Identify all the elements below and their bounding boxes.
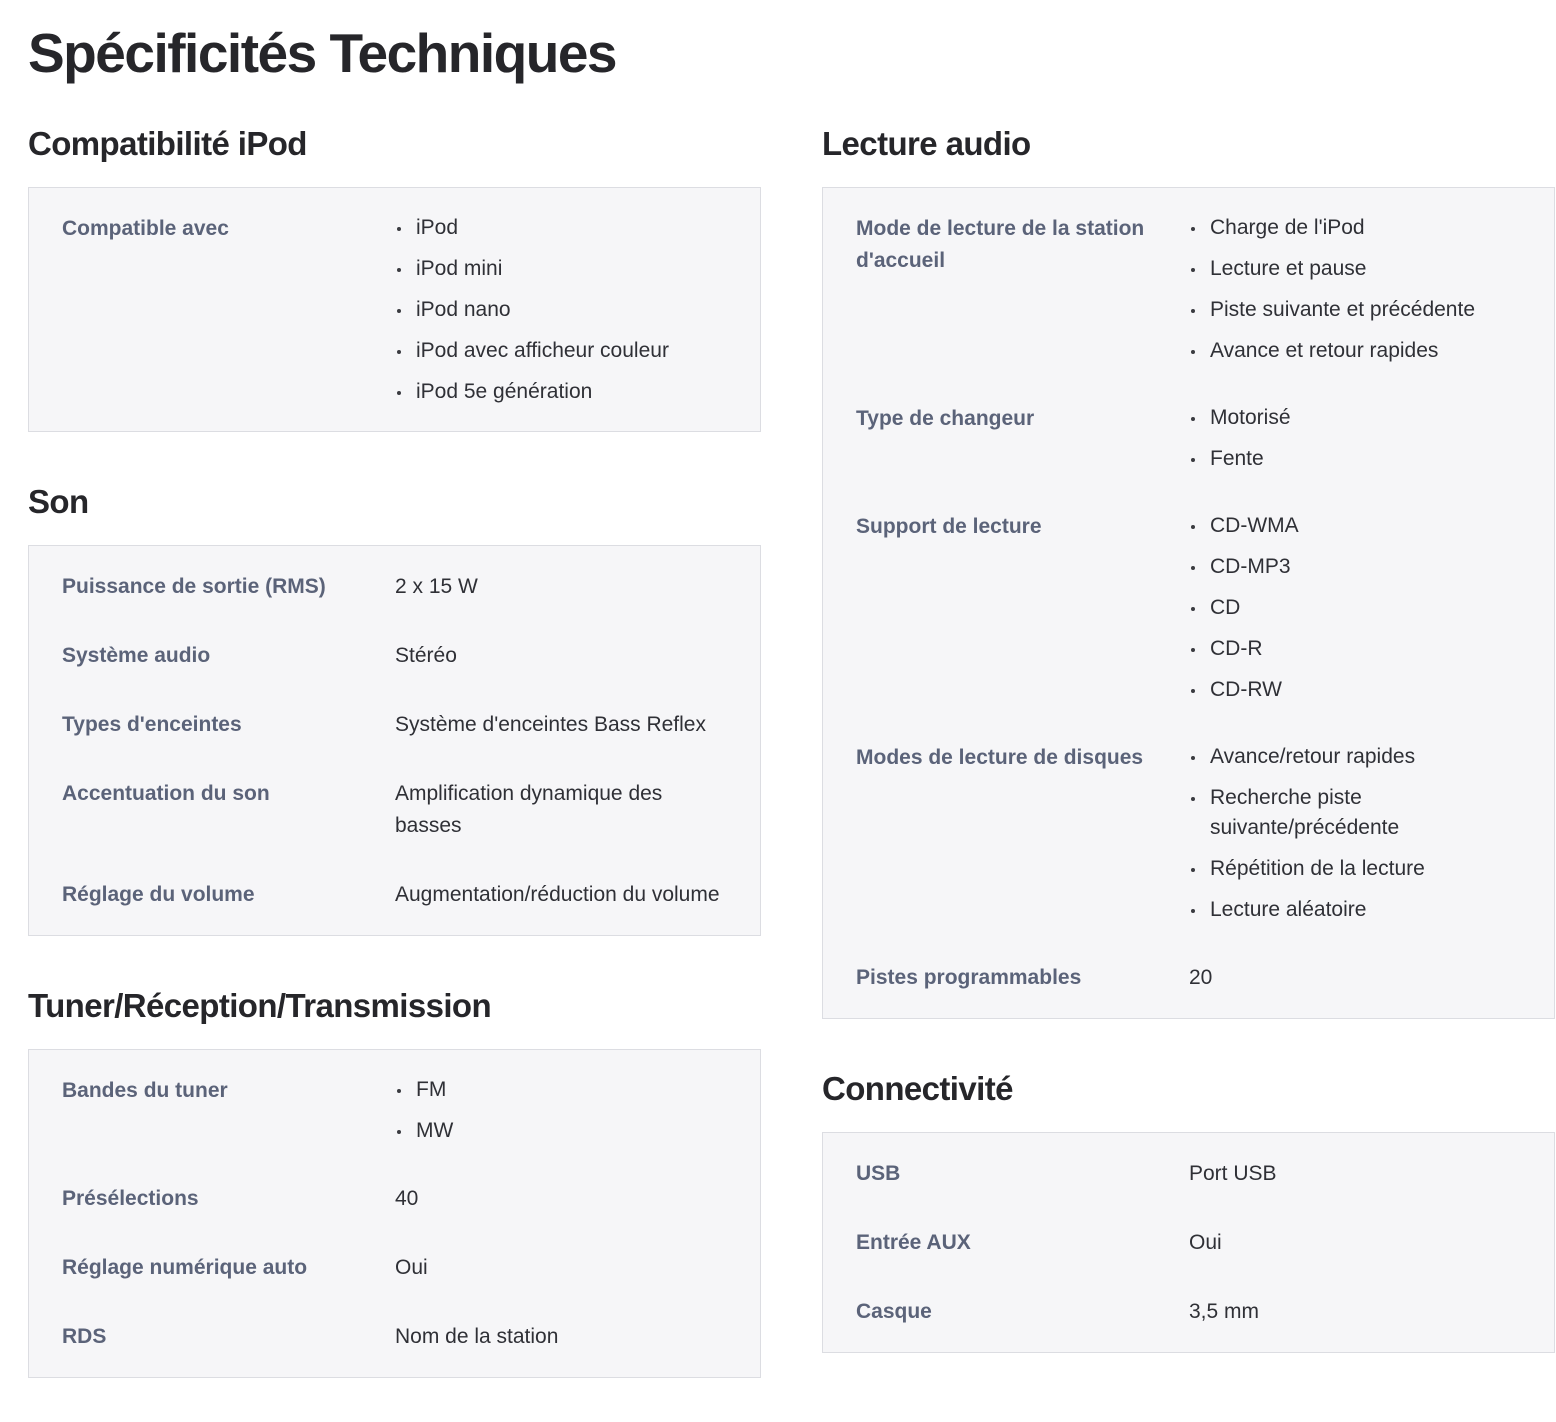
section-title: Son xyxy=(28,483,89,520)
spec-value-list-container xyxy=(1189,396,1521,474)
list-item: CD-WMA xyxy=(1189,511,1521,541)
spec-value: Port USB xyxy=(1189,1162,1277,1185)
spec-label: Système audio xyxy=(62,644,211,667)
spec-row-mode-de-lecture-de-la-station-d-accueil xyxy=(823,206,1554,366)
spec-section-ipod xyxy=(28,118,761,432)
spec-value: Nom de la station xyxy=(395,1325,559,1348)
spec-label: Type de changeur xyxy=(856,407,1035,430)
left-column xyxy=(28,118,761,1422)
spec-row-preselections xyxy=(29,1176,760,1215)
spec-row-type-de-changeur xyxy=(823,396,1554,474)
spec-value-list-container xyxy=(395,206,727,407)
section-title: Compatibilité iPod xyxy=(28,125,307,162)
spec-value: Oui xyxy=(395,1256,428,1279)
spec-row-pistes-programmables xyxy=(823,955,1554,994)
spec-label: Casque xyxy=(856,1300,932,1323)
spec-value-list xyxy=(395,213,727,407)
spec-row-usb xyxy=(823,1151,1554,1190)
spec-row-types-d-enceintes xyxy=(29,702,760,741)
spec-label: Présélections xyxy=(62,1187,199,1210)
spec-value: 3,5 mm xyxy=(1189,1300,1260,1323)
list-item: Avance/retour rapides xyxy=(1189,742,1521,772)
spec-card xyxy=(28,545,761,936)
spec-value: Oui xyxy=(1189,1231,1222,1254)
list-item: Fente xyxy=(1189,444,1521,474)
spec-card xyxy=(28,1049,761,1378)
spec-value-list xyxy=(1189,511,1521,705)
spec-value: 20 xyxy=(1189,966,1213,989)
list-item: MW xyxy=(395,1116,727,1146)
spec-row-puissance-de-sortie-rms xyxy=(29,564,760,603)
spec-row-reglage-numerique-auto xyxy=(29,1245,760,1284)
list-item: Motorisé xyxy=(1189,403,1521,433)
spec-label: Bandes du tuner xyxy=(62,1079,228,1102)
spec-value: 40 xyxy=(395,1187,419,1210)
list-item: Lecture et pause xyxy=(1189,254,1521,284)
spec-value: Stéréo xyxy=(395,644,457,667)
spec-value-list-container xyxy=(1189,735,1521,925)
list-item: iPod avec afficheur couleur xyxy=(395,336,727,366)
section-title: Connectivité xyxy=(822,1070,1013,1107)
spec-label: Types d'enceintes xyxy=(62,713,242,736)
spec-row-accentuation-du-son xyxy=(29,771,760,842)
list-item: CD-R xyxy=(1189,634,1521,664)
spec-value: Augmentation/réduction du volume xyxy=(395,883,720,906)
list-item: Avance et retour rapides xyxy=(1189,336,1521,366)
spec-section-connectivite xyxy=(822,1063,1555,1353)
spec-row-modes-de-lecture-de-disques xyxy=(823,735,1554,925)
list-item: iPod mini xyxy=(395,254,727,284)
list-item: iPod xyxy=(395,213,727,243)
spec-label: USB xyxy=(856,1162,901,1185)
spec-card xyxy=(28,187,761,432)
spec-label: Modes de lecture de disques xyxy=(856,746,1144,769)
spec-section-son xyxy=(28,476,761,936)
spec-label: Pistes programmables xyxy=(856,966,1082,989)
list-item: Charge de l'iPod xyxy=(1189,213,1521,243)
spec-label: Réglage du volume xyxy=(62,883,255,906)
spec-label: Compatible avec xyxy=(62,217,229,240)
list-item: Lecture aléatoire xyxy=(1189,895,1521,925)
spec-row-systeme-audio xyxy=(29,633,760,672)
spec-row-compatible-avec xyxy=(29,206,760,407)
spec-value: 2 x 15 W xyxy=(395,575,478,598)
spec-value-list-container xyxy=(395,1068,727,1146)
spec-value: Amplification dynamique des basses xyxy=(395,782,663,837)
right-column xyxy=(822,118,1555,1397)
spec-section-tuner xyxy=(28,980,761,1378)
spec-value-list xyxy=(1189,403,1521,474)
spec-value-list-container xyxy=(1189,504,1521,705)
spec-label: Réglage numérique auto xyxy=(62,1256,308,1279)
list-item: CD-RW xyxy=(1189,675,1521,705)
spec-label: RDS xyxy=(62,1325,107,1348)
spec-value-list xyxy=(395,1075,727,1146)
page-title: Spécificités Techniques xyxy=(28,22,617,84)
spec-section-lecture xyxy=(822,118,1555,1019)
spec-value: Système d'enceintes Bass Reflex xyxy=(395,713,706,736)
list-item: iPod 5e génération xyxy=(395,377,727,407)
spec-value-list xyxy=(1189,742,1521,925)
spec-card xyxy=(822,1132,1555,1353)
spec-label: Puissance de sortie (RMS) xyxy=(62,575,326,598)
spec-label: Accentuation du son xyxy=(62,782,270,805)
list-item: Recherche piste suivante/précédente xyxy=(1189,783,1521,843)
spec-row-rds xyxy=(29,1314,760,1353)
spec-label: Mode de lecture de la station d'accueil xyxy=(856,217,1145,272)
spec-row-reglage-du-volume xyxy=(29,872,760,911)
list-item: Piste suivante et précédente xyxy=(1189,295,1521,325)
list-item: iPod nano xyxy=(395,295,727,325)
list-item: CD-MP3 xyxy=(1189,552,1521,582)
spec-label: Entrée AUX xyxy=(856,1231,971,1254)
section-title: Tuner/Réception/Transmission xyxy=(28,987,492,1024)
spec-row-casque xyxy=(823,1289,1554,1328)
spec-card xyxy=(822,187,1555,1019)
section-title: Lecture audio xyxy=(822,125,1031,162)
spec-value-list xyxy=(1189,213,1521,366)
spec-label: Support de lecture xyxy=(856,515,1042,538)
list-item: FM xyxy=(395,1075,727,1105)
spec-value-list-container xyxy=(1189,206,1521,366)
spec-row-support-de-lecture xyxy=(823,504,1554,705)
spec-row-bandes-du-tuner xyxy=(29,1068,760,1146)
list-item: Répétition de la lecture xyxy=(1189,854,1521,884)
list-item: CD xyxy=(1189,593,1521,623)
spec-row-entree-aux xyxy=(823,1220,1554,1259)
